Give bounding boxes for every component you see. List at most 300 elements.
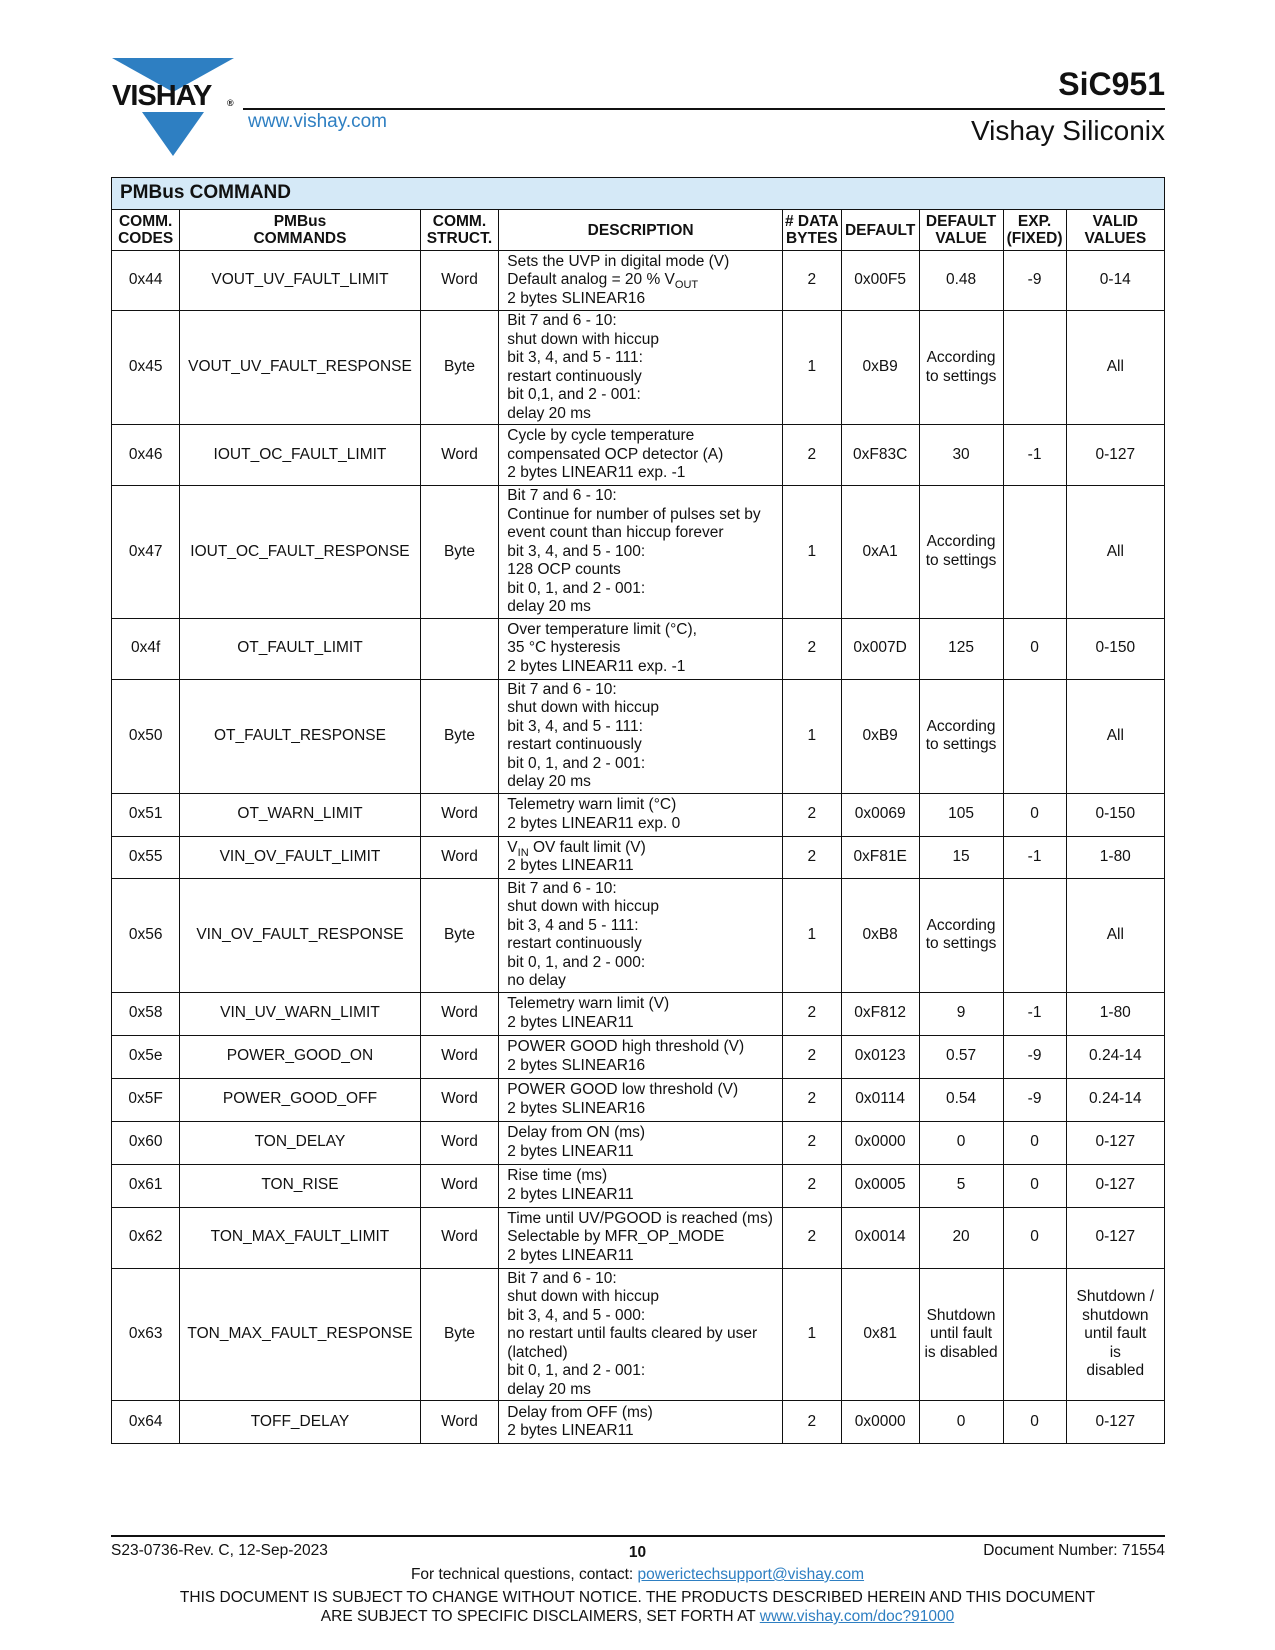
- valid-values-line: 0-14: [1099, 271, 1131, 289]
- description-line: shut down with hiccup: [507, 898, 659, 915]
- default-value-line: 0: [956, 1133, 966, 1151]
- default-value-line: According: [926, 349, 996, 366]
- description-line: Cycle by cycle temperature: [507, 427, 695, 445]
- command-struct: Word: [420, 1401, 499, 1444]
- table-row: [112, 311, 1165, 425]
- description-line: shut down with hiccup: [507, 699, 659, 716]
- description-line: bit 3, 4, and 5 - 111:: [507, 349, 643, 366]
- pmbus-command-table: [111, 177, 1165, 1444]
- command-name: VIN_OV_FAULT_RESPONSE: [180, 878, 420, 992]
- command-struct: Byte: [420, 679, 499, 793]
- command-description: [499, 836, 783, 878]
- default-value-line: Shutdown: [926, 1306, 996, 1324]
- column-header: [112, 210, 180, 251]
- column-header: [841, 210, 919, 251]
- table-row: [112, 1268, 1165, 1401]
- table-row: [112, 1078, 1165, 1121]
- default-value-line: to settings: [925, 736, 997, 753]
- description-line: bit 0, 1, and 2 - 001:: [507, 1362, 646, 1379]
- default-hex: 0xB9: [841, 311, 919, 425]
- description-line: POWER GOOD high threshold (V): [507, 1038, 745, 1055]
- default-value: [919, 878, 1003, 992]
- table-row: [112, 836, 1165, 878]
- command-code: 0x62: [112, 1207, 180, 1268]
- valid-values-line: All: [1106, 726, 1124, 744]
- valid-values: [1066, 486, 1164, 619]
- table-title: PMBus COMMAND: [112, 178, 1165, 210]
- description-line: Rise time (ms): [507, 1167, 608, 1184]
- command-name: IOUT_OC_FAULT_LIMIT: [180, 425, 420, 486]
- description-line: delay 20 ms: [507, 1380, 591, 1398]
- default-hex: 0xB9: [841, 679, 919, 793]
- valid-values: [1066, 1035, 1164, 1078]
- valid-values-line: 0-127: [1095, 445, 1136, 463]
- table-row: [112, 1207, 1165, 1268]
- description-line: 2 bytes LINEAR11 exp. -1: [507, 464, 686, 482]
- command-struct: Word: [420, 992, 499, 1035]
- description-line: 35 °C hysteresis: [507, 639, 621, 657]
- command-code: 0x60: [112, 1121, 180, 1164]
- valid-values-line: until fault: [1084, 1325, 1147, 1342]
- page-number: 10: [628, 1544, 647, 1561]
- command-description: [499, 1035, 783, 1078]
- contact-line: [0, 1566, 1275, 1584]
- valid-values: [1066, 618, 1164, 679]
- default-value-line: 9: [956, 1004, 966, 1022]
- command-name: TON_DELAY: [180, 1121, 420, 1164]
- column-header-line: VALID: [1092, 213, 1138, 230]
- command-code: 0x51: [112, 793, 180, 836]
- description-line: compensated OCP detector (A): [507, 445, 724, 463]
- column-header-line: # DATA: [784, 213, 839, 230]
- description-line: (latched): [507, 1343, 568, 1361]
- command-description: [499, 618, 783, 679]
- description-line: delay 20 ms: [507, 404, 591, 422]
- command-code: 0x61: [112, 1164, 180, 1207]
- description-line: shut down with hiccup: [507, 1288, 659, 1305]
- command-name: VIN_UV_WARN_LIMIT: [180, 992, 420, 1035]
- default-value-line: to settings: [925, 551, 997, 569]
- default-value: [919, 251, 1003, 311]
- valid-values-line: All: [1106, 925, 1124, 943]
- valid-values-line: 0-127: [1095, 1412, 1136, 1430]
- command-description: [499, 486, 783, 619]
- exponent: [1003, 1268, 1066, 1401]
- exponent: 0: [1003, 1207, 1066, 1268]
- valid-values-line: 0.24-14: [1089, 1090, 1142, 1108]
- data-bytes: 2: [782, 1207, 841, 1268]
- valid-values: [1066, 251, 1164, 311]
- default-value: [919, 1164, 1003, 1207]
- command-description: [499, 251, 783, 311]
- command-struct: Word: [420, 1164, 499, 1207]
- footer-rule: [111, 1535, 1165, 1537]
- exponent: -9: [1003, 1078, 1066, 1121]
- valid-values-line: 0-127: [1095, 1176, 1136, 1194]
- column-header-line: CODES: [118, 230, 174, 247]
- command-code: 0x63: [112, 1268, 180, 1401]
- default-value-line: According: [926, 717, 996, 735]
- description-line: 128 OCP counts: [507, 561, 621, 578]
- exponent: [1003, 311, 1066, 425]
- description-line: bit 3, 4, and 5 - 111:: [507, 717, 643, 735]
- column-header: [1066, 210, 1164, 251]
- column-header-line: DEFAULT: [925, 213, 997, 230]
- description-line: 2 bytes LINEAR11 exp. -1: [507, 657, 686, 675]
- description-line: Telemetry warn limit (°C): [507, 796, 677, 813]
- command-name: OT_FAULT_LIMIT: [180, 618, 420, 679]
- table-row: [112, 425, 1165, 486]
- valid-values-line: All: [1106, 542, 1124, 560]
- description-text: Default analog = 20 % V: [507, 271, 675, 289]
- command-name: TOFF_DELAY: [180, 1401, 420, 1444]
- default-value-line: According: [926, 916, 996, 934]
- command-name: VOUT_UV_FAULT_RESPONSE: [180, 311, 420, 425]
- column-header-line: COMM.: [118, 213, 173, 230]
- data-bytes: 2: [782, 1078, 841, 1121]
- command-description: [499, 1207, 783, 1268]
- column-header-line: BYTES: [785, 230, 838, 247]
- default-value: [919, 1207, 1003, 1268]
- default-value-line: 125: [948, 639, 974, 657]
- exponent: 0: [1003, 1401, 1066, 1444]
- data-bytes: 1: [782, 486, 841, 619]
- header-rule: [243, 108, 1165, 110]
- command-name: POWER_GOOD_ON: [180, 1035, 420, 1078]
- command-name: VIN_OV_FAULT_LIMIT: [180, 836, 420, 878]
- command-code: 0x47: [112, 486, 180, 619]
- command-struct: Byte: [420, 486, 499, 619]
- table-row: [112, 618, 1165, 679]
- subscript: OUT: [674, 279, 699, 292]
- logo-bottom-triangle: [142, 112, 204, 156]
- default-hex: 0x0000: [841, 1121, 919, 1164]
- description-line: [507, 839, 780, 858]
- default-value: [919, 486, 1003, 619]
- default-value-line: is disabled: [924, 1343, 998, 1361]
- table-row: [112, 878, 1165, 992]
- default-value-line: until fault: [930, 1325, 993, 1342]
- description-line: 2 bytes SLINEAR16: [507, 289, 646, 307]
- description-line: event count than hiccup forever: [507, 524, 724, 541]
- table-row: [112, 1401, 1165, 1444]
- description-line: [507, 271, 780, 290]
- data-bytes: 2: [782, 1035, 841, 1078]
- command-struct: [420, 618, 499, 679]
- disclaimer-line-2: [0, 1607, 1275, 1626]
- exponent: -1: [1003, 836, 1066, 878]
- default-value-line: 0.48: [945, 271, 977, 289]
- description-line: bit 3, 4 and 5 - 111:: [507, 916, 639, 934]
- valid-values: [1066, 311, 1164, 425]
- default-hex: 0x0123: [841, 1035, 919, 1078]
- command-struct: Word: [420, 425, 499, 486]
- default-value-line: to settings: [925, 935, 997, 952]
- column-header-line: VALUES: [1084, 230, 1147, 247]
- description-line: bit 0, 1, and 2 - 001:: [507, 754, 646, 772]
- default-hex: 0x0000: [841, 1401, 919, 1444]
- command-name: POWER_GOOD_OFF: [180, 1078, 420, 1121]
- exponent: -9: [1003, 251, 1066, 311]
- default-hex: 0x0005: [841, 1164, 919, 1207]
- contact-prefix: For technical questions, contact:: [410, 1566, 638, 1583]
- description-line: 2 bytes LINEAR11: [507, 1422, 634, 1439]
- table-row: [112, 679, 1165, 793]
- default-value-line: 105: [948, 805, 974, 823]
- command-struct: Byte: [420, 311, 499, 425]
- table-row: [112, 1035, 1165, 1078]
- table-header-row: [112, 210, 1165, 251]
- command-code: 0x44: [112, 251, 180, 311]
- column-header-line: DEFAULT: [844, 221, 916, 239]
- default-hex: 0x0069: [841, 793, 919, 836]
- subscript: IN: [517, 846, 529, 859]
- description-text: V: [507, 838, 518, 856]
- description-line: Sets the UVP in digital mode (V): [507, 252, 730, 270]
- command-description: [499, 1268, 783, 1401]
- valid-values-line: 1-80: [1099, 847, 1131, 865]
- command-struct: Byte: [420, 878, 499, 992]
- command-struct: Word: [420, 1121, 499, 1164]
- column-header-line: COMM.: [432, 213, 487, 230]
- column-header: [782, 210, 841, 251]
- description-line: POWER GOOD low threshold (V): [507, 1081, 739, 1098]
- document-number: Document Number: 71554: [983, 1542, 1165, 1559]
- description-line: no restart until faults cleared by user: [507, 1325, 758, 1342]
- data-bytes: 2: [782, 618, 841, 679]
- description-line: 2 bytes LINEAR11: [507, 1246, 634, 1264]
- description-line: Bit 7 and 6 - 10:: [507, 680, 617, 698]
- valid-values: [1066, 679, 1164, 793]
- command-struct: Word: [420, 1035, 499, 1078]
- column-header-line: (FIXED): [1006, 230, 1063, 247]
- valid-values-line: disabled: [1086, 1362, 1145, 1379]
- disclaimer: [0, 1588, 1275, 1626]
- command-code: 0x45: [112, 311, 180, 425]
- description-line: Bit 7 and 6 - 10:: [507, 312, 617, 329]
- valid-values-line: 0-127: [1095, 1228, 1136, 1246]
- description-line: Bit 7 and 6 - 10:: [507, 487, 617, 504]
- default-value: [919, 1035, 1003, 1078]
- table-row: [112, 992, 1165, 1035]
- command-name: TON_MAX_FAULT_RESPONSE: [180, 1268, 420, 1401]
- exponent: [1003, 486, 1066, 619]
- exponent: 0: [1003, 1121, 1066, 1164]
- table-row: [112, 486, 1165, 619]
- command-code: 0x5F: [112, 1078, 180, 1121]
- command-code: 0x50: [112, 679, 180, 793]
- command-code: 0x46: [112, 425, 180, 486]
- table-row: [112, 251, 1165, 311]
- valid-values: [1066, 992, 1164, 1035]
- exponent: [1003, 878, 1066, 992]
- disclaimer-line-1: THIS DOCUMENT IS SUBJECT TO CHANGE WITHOUT NOTICE. THE PRODUCTS DESCRIBED HEREIN AND THIS DOCUMENT: [179, 1589, 1096, 1606]
- command-struct: Word: [420, 1078, 499, 1121]
- default-value: [919, 618, 1003, 679]
- valid-values: [1066, 1078, 1164, 1121]
- command-description: [499, 1401, 783, 1444]
- data-bytes: 1: [782, 311, 841, 425]
- data-bytes: 2: [782, 992, 841, 1035]
- default-value-line: 20: [952, 1228, 970, 1246]
- command-struct: Word: [420, 836, 499, 878]
- table-row: [112, 1164, 1165, 1207]
- valid-values: [1066, 1268, 1164, 1401]
- disclaimer-link[interactable]: www.vishay.com/doc?91000: [759, 1608, 955, 1625]
- exponent: 0: [1003, 618, 1066, 679]
- valid-values-line: 0-150: [1095, 639, 1136, 657]
- description-line: restart continuously: [507, 736, 642, 753]
- data-bytes: 2: [782, 425, 841, 486]
- command-struct: Word: [420, 793, 499, 836]
- valid-values: [1066, 1164, 1164, 1207]
- valid-values: [1066, 1207, 1164, 1268]
- valid-values: [1066, 878, 1164, 992]
- command-code: 0x64: [112, 1401, 180, 1444]
- disclaimer-prefix: ARE SUBJECT TO SPECIFIC DISCLAIMERS, SET FORTH AT: [320, 1608, 760, 1625]
- description-line: delay 20 ms: [507, 598, 591, 615]
- exponent: -1: [1003, 992, 1066, 1035]
- column-header-line: EXP.: [1017, 213, 1052, 230]
- column-header-line: DESCRIPTION: [587, 221, 694, 239]
- default-value-line: 0.57: [945, 1047, 977, 1065]
- data-bytes: 1: [782, 878, 841, 992]
- table-row: [112, 1121, 1165, 1164]
- column-header: [420, 210, 499, 251]
- description-line: Delay from OFF (ms): [507, 1403, 653, 1421]
- website-link[interactable]: www.vishay.com: [248, 111, 388, 132]
- command-code: 0x5e: [112, 1035, 180, 1078]
- description-line: restart continuously: [507, 367, 642, 385]
- command-code: 0x4f: [112, 618, 180, 679]
- default-value-line: 0: [956, 1412, 966, 1430]
- description-line: Telemetry warn limit (V): [507, 995, 670, 1012]
- valid-values: [1066, 836, 1164, 878]
- description-line: Bit 7 and 6 - 10:: [507, 879, 617, 897]
- command-struct: Byte: [420, 1268, 499, 1401]
- default-value: [919, 1268, 1003, 1401]
- default-value: [919, 1078, 1003, 1121]
- description-line: Bit 7 and 6 - 10:: [507, 1269, 617, 1287]
- description-line: Selectable by MFR_OP_MODE: [507, 1228, 725, 1246]
- description-line: 2 bytes LINEAR11 exp. 0: [507, 814, 681, 832]
- description-line: Continue for number of pulses set by: [507, 505, 761, 523]
- column-header: [180, 210, 420, 251]
- command-code: 0x58: [112, 992, 180, 1035]
- command-struct: Word: [420, 1207, 499, 1268]
- default-value-line: According: [926, 533, 996, 551]
- table-row: [112, 793, 1165, 836]
- valid-values-line: 0.24-14: [1089, 1047, 1142, 1065]
- command-name: TON_RISE: [180, 1164, 420, 1207]
- valid-values-line: 0-150: [1095, 805, 1136, 823]
- description-line: Delay from ON (ms): [507, 1124, 646, 1141]
- valid-values-line: Shutdown /: [1076, 1288, 1155, 1305]
- description-line: delay 20 ms: [507, 773, 591, 790]
- column-header: [499, 210, 783, 251]
- command-description: [499, 1164, 783, 1207]
- column-header-line: STRUCT.: [426, 230, 493, 247]
- description-line: 2 bytes LINEAR11: [507, 1185, 634, 1203]
- data-bytes: 1: [782, 679, 841, 793]
- exponent: 0: [1003, 793, 1066, 836]
- default-hex: 0xF812: [841, 992, 919, 1035]
- valid-values-line: is: [1109, 1343, 1121, 1361]
- exponent: [1003, 679, 1066, 793]
- default-value-line: 30: [952, 445, 970, 463]
- command-struct: Word: [420, 251, 499, 311]
- exponent: -9: [1003, 1035, 1066, 1078]
- command-name: OT_WARN_LIMIT: [180, 793, 420, 836]
- default-value: [919, 793, 1003, 836]
- description-line: Time until UV/PGOOD is reached (ms): [507, 1209, 773, 1227]
- column-header-line: VALUE: [935, 230, 987, 247]
- description-line: bit 0, 1, and 2 - 000:: [507, 953, 646, 971]
- command-description: [499, 679, 783, 793]
- command-description: [499, 1121, 783, 1164]
- logo-registered-mark: ®: [227, 98, 234, 108]
- description-line: Over temperature limit (°C),: [507, 620, 697, 638]
- valid-values-line: 1-80: [1099, 1004, 1131, 1022]
- description-line: restart continuously: [507, 935, 642, 952]
- revision-text: S23-0736-Rev. C, 12-Sep-2023: [111, 1542, 328, 1559]
- part-number: SiC951: [1058, 66, 1165, 102]
- valid-values: [1066, 1401, 1164, 1444]
- default-value: [919, 992, 1003, 1035]
- default-value: [919, 836, 1003, 878]
- description-line: bit 3, 4, and 5 - 000:: [507, 1306, 646, 1324]
- command-code: 0x56: [112, 878, 180, 992]
- description-line: bit 3, 4, and 5 - 100:: [507, 542, 646, 560]
- default-value-line: 5: [956, 1176, 966, 1194]
- command-description: [499, 311, 783, 425]
- description-line: shut down with hiccup: [507, 330, 659, 348]
- vishay-logo: [112, 58, 234, 158]
- data-bytes: 2: [782, 793, 841, 836]
- default-hex: 0x0114: [841, 1078, 919, 1121]
- valid-values: [1066, 1121, 1164, 1164]
- default-hex: 0xF83C: [841, 425, 919, 486]
- command-name: VOUT_UV_FAULT_LIMIT: [180, 251, 420, 311]
- default-value-line: 0.54: [945, 1090, 977, 1108]
- command-code: 0x55: [112, 836, 180, 878]
- column-header: [1003, 210, 1066, 251]
- default-value: [919, 425, 1003, 486]
- description-line: bit 0,1, and 2 - 001:: [507, 386, 641, 403]
- description-line: 2 bytes SLINEAR16: [507, 1056, 646, 1074]
- description-line: 2 bytes LINEAR11: [507, 1013, 634, 1031]
- description-line: bit 0, 1, and 2 - 001:: [507, 579, 646, 597]
- command-description: [499, 878, 783, 992]
- data-bytes: 2: [782, 251, 841, 311]
- default-hex: 0x007D: [841, 618, 919, 679]
- default-hex: 0x0014: [841, 1207, 919, 1268]
- command-description: [499, 1078, 783, 1121]
- default-value-line: 15: [952, 847, 970, 865]
- company-name: Vishay Siliconix: [970, 115, 1165, 146]
- data-bytes: 1: [782, 1268, 841, 1401]
- exponent: -1: [1003, 425, 1066, 486]
- default-value: [919, 679, 1003, 793]
- default-value: [919, 1121, 1003, 1164]
- valid-values-line: 0-127: [1095, 1133, 1136, 1151]
- logo-brand-text: VISHAY: [112, 80, 212, 112]
- contact-email-link[interactable]: powerictechsupport@vishay.com: [637, 1566, 865, 1583]
- default-value: [919, 1401, 1003, 1444]
- default-value: [919, 311, 1003, 425]
- description-line: 2 bytes LINEAR11: [507, 1142, 634, 1160]
- valid-values: [1066, 793, 1164, 836]
